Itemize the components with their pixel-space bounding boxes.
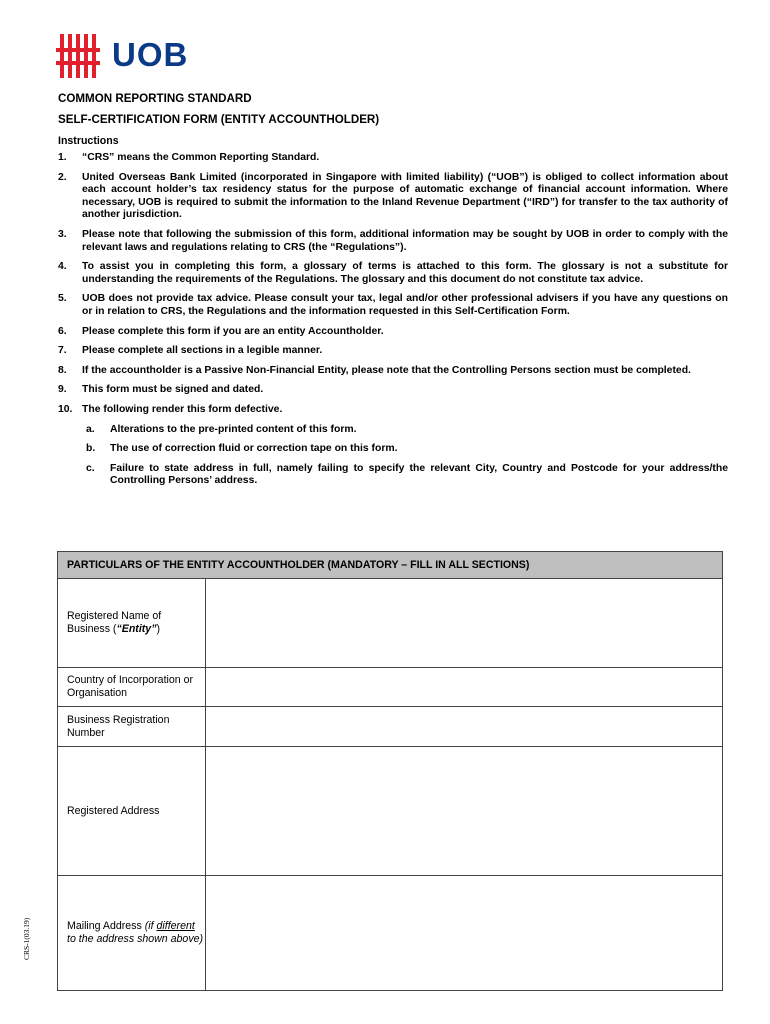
- list-item: 2. United Overseas Bank Limited (incorporated in Singapore with limited liability) (“UOB”) is obliged to collect information about each account holder’s tax residency status for the purpose of automatic exchange of financial account information. Where necessary, UOB is required to submit the information to the Inland Revenue Department (“IRD”) for transfer to the tax authority of another jurisdiction.: [58, 171, 728, 221]
- registered-address-field[interactable]: [206, 747, 722, 875]
- page-subtitle: SELF-CERTIFICATION FORM (ENTITY ACCOUNTHOLDER): [58, 113, 380, 126]
- instructions-list: [58, 152, 728, 495]
- list-item: 3. Please note that following the submission of this form, additional information may be sought by UOB in order to comply with the relevant laws and regulations relating to CRS (the “Regulations”).: [58, 228, 728, 253]
- mailing-address-field[interactable]: [206, 876, 722, 990]
- list-item: 6. Please complete this form if you are an entity Accountholder.: [58, 325, 384, 337]
- list-item: 1. “CRS” means the Common Reporting Standard.: [58, 152, 320, 163]
- registered-name-label: Registered Name of Business (“Entity”): [58, 579, 206, 667]
- form-row-mailing-address: [58, 876, 722, 990]
- form-code: CRS-1(03.19): [22, 917, 31, 960]
- form-section-header: PARTICULARS OF THE ENTITY ACCOUNTHOLDER (MANDATORY – FILL IN ALL SECTIONS): [58, 552, 722, 579]
- country-label: Country of Incorporation or Organisation: [58, 668, 206, 706]
- mailing-address-label: Mailing Address (if different to the address shown above): [58, 876, 206, 990]
- list-subitem: a. Alterations to the pre-printed content of this form.: [86, 423, 357, 435]
- registered-name-field[interactable]: [206, 579, 722, 667]
- form-row-registered-address: [58, 747, 722, 876]
- registered-address-label: Registered Address: [58, 747, 206, 875]
- list-item: 7. Please complete all sections in a legible manner.: [58, 345, 323, 357]
- country-field[interactable]: [206, 668, 722, 706]
- list-item: 5. UOB does not provide tax advice. Please consult your tax, legal and/or other professional advisers if you have any questions on or in relation to CRS, the Regulations and the information requested in this Self-Certification Form.: [58, 293, 728, 317]
- page-title: COMMON REPORTING STANDARD: [58, 92, 252, 105]
- list-item: 8. If the accountholder is a Passive Non-Financial Entity, please note that the Controlling Persons section must be completed.: [58, 364, 691, 376]
- entity-particulars-form: [57, 551, 723, 991]
- brand-name: UOB: [112, 36, 189, 73]
- brn-label: Business Registration Number: [58, 707, 206, 746]
- instructions-heading: Instructions: [58, 135, 119, 147]
- list-item: 4. To assist you in completing this form, a glossary of terms is attached to this form. The glossary is not a substitute for understanding the requirements of the Regulations. The glossary and this document do not constitute tax advice.: [58, 261, 728, 285]
- list-item: 10. The following render this form defective.: [58, 403, 283, 415]
- list-subitem: b. The use of correction fluid or correction tape on this form.: [86, 443, 398, 455]
- list-subitem: c. Failure to state address in full, namely failing to specify the relevant City, Country and Postcode for your address/the Controlling Persons’ address.: [86, 462, 728, 487]
- list-item: 9. This form must be signed and dated.: [58, 384, 264, 396]
- form-row-country: [58, 668, 722, 707]
- brn-field[interactable]: [206, 707, 722, 746]
- form-row-registered-name: [58, 579, 722, 668]
- form-row-brn: [58, 707, 722, 747]
